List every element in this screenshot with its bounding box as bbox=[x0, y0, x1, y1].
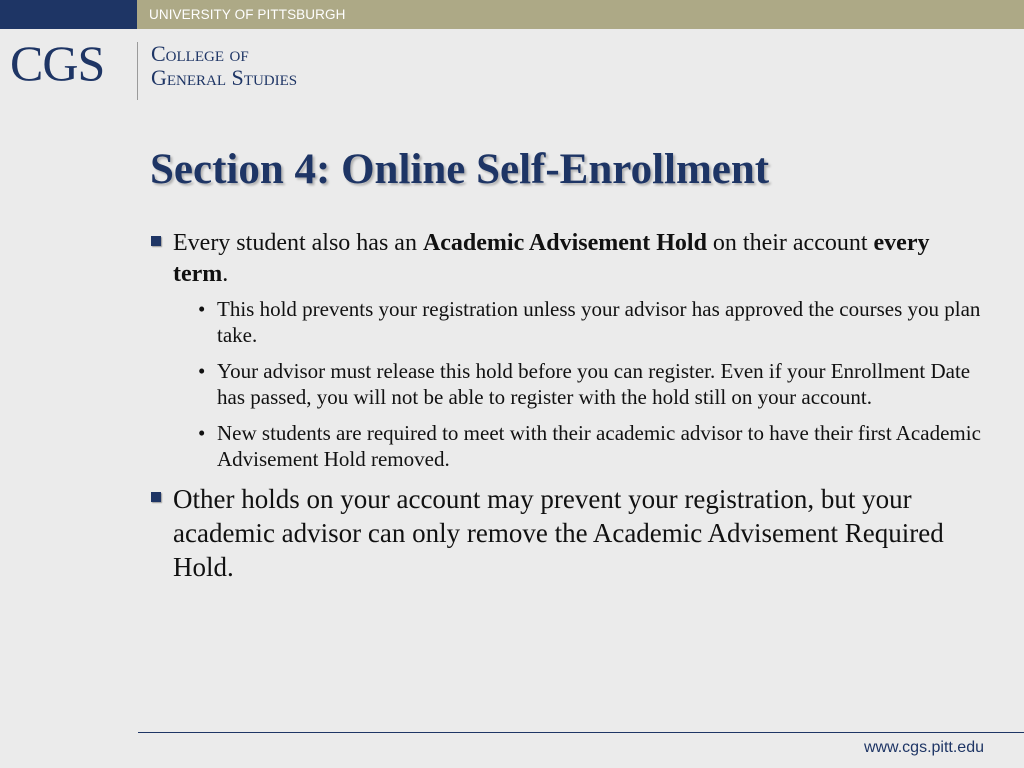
bullet-text-part: Every student also has an bbox=[173, 230, 423, 256]
subbullet-hold-prevents bbox=[198, 296, 990, 348]
square-bullet-icon bbox=[151, 492, 161, 502]
subbullet-text: New students are required to meet with their academic advisor to have their first Academic Advisement Hold removed. bbox=[217, 421, 981, 471]
subbullet-text: This hold prevents your registration unless your advisor has approved the courses you plan take. bbox=[217, 297, 981, 347]
footer-divider bbox=[138, 732, 1024, 733]
subbullet-advisor-release bbox=[198, 358, 990, 410]
university-name: UNIVERSITY OF PITTSBURGH bbox=[149, 7, 346, 22]
college-name bbox=[151, 42, 297, 90]
bullet-dot-icon: • bbox=[198, 421, 206, 445]
bullet-bold-academic-hold: Academic Advisement Hold bbox=[422, 230, 707, 256]
banner-gold-strip bbox=[137, 0, 1024, 29]
bullet-text-part: . bbox=[222, 261, 229, 287]
bullet-text-part: on their account bbox=[706, 230, 874, 256]
square-bullet-icon bbox=[151, 236, 161, 246]
logo-divider bbox=[137, 42, 138, 100]
top-banner bbox=[0, 0, 1024, 29]
subbullet-new-students bbox=[198, 420, 990, 472]
banner-navy-block bbox=[0, 0, 137, 29]
subbullet-text: Your advisor must release this hold before you can register. Even if your Enrollment Date has passed, you will not be able to register with the hold still on your account. bbox=[217, 359, 971, 409]
website-url: www.cgs.pitt.edu bbox=[863, 739, 984, 756]
bullet-dot-icon: • bbox=[198, 297, 206, 321]
bullet-text: Other holds on your account may prevent your registration, but your academic advisor can only remove the Academic Advisement Required Hold. bbox=[173, 484, 944, 582]
bullet-other-holds bbox=[150, 482, 990, 584]
bullet-dot-icon: • bbox=[198, 359, 206, 383]
cgs-logo: CGS bbox=[10, 35, 105, 91]
slide-content bbox=[150, 228, 990, 590]
slide-title: Section 4: Online Self-Enrollment bbox=[150, 146, 770, 193]
bullet-bold-every-term: every term bbox=[173, 230, 930, 287]
college-name-line1: College of bbox=[151, 41, 249, 66]
college-name-line2: General Studies bbox=[151, 65, 298, 90]
bullet-academic-hold bbox=[150, 228, 990, 290]
